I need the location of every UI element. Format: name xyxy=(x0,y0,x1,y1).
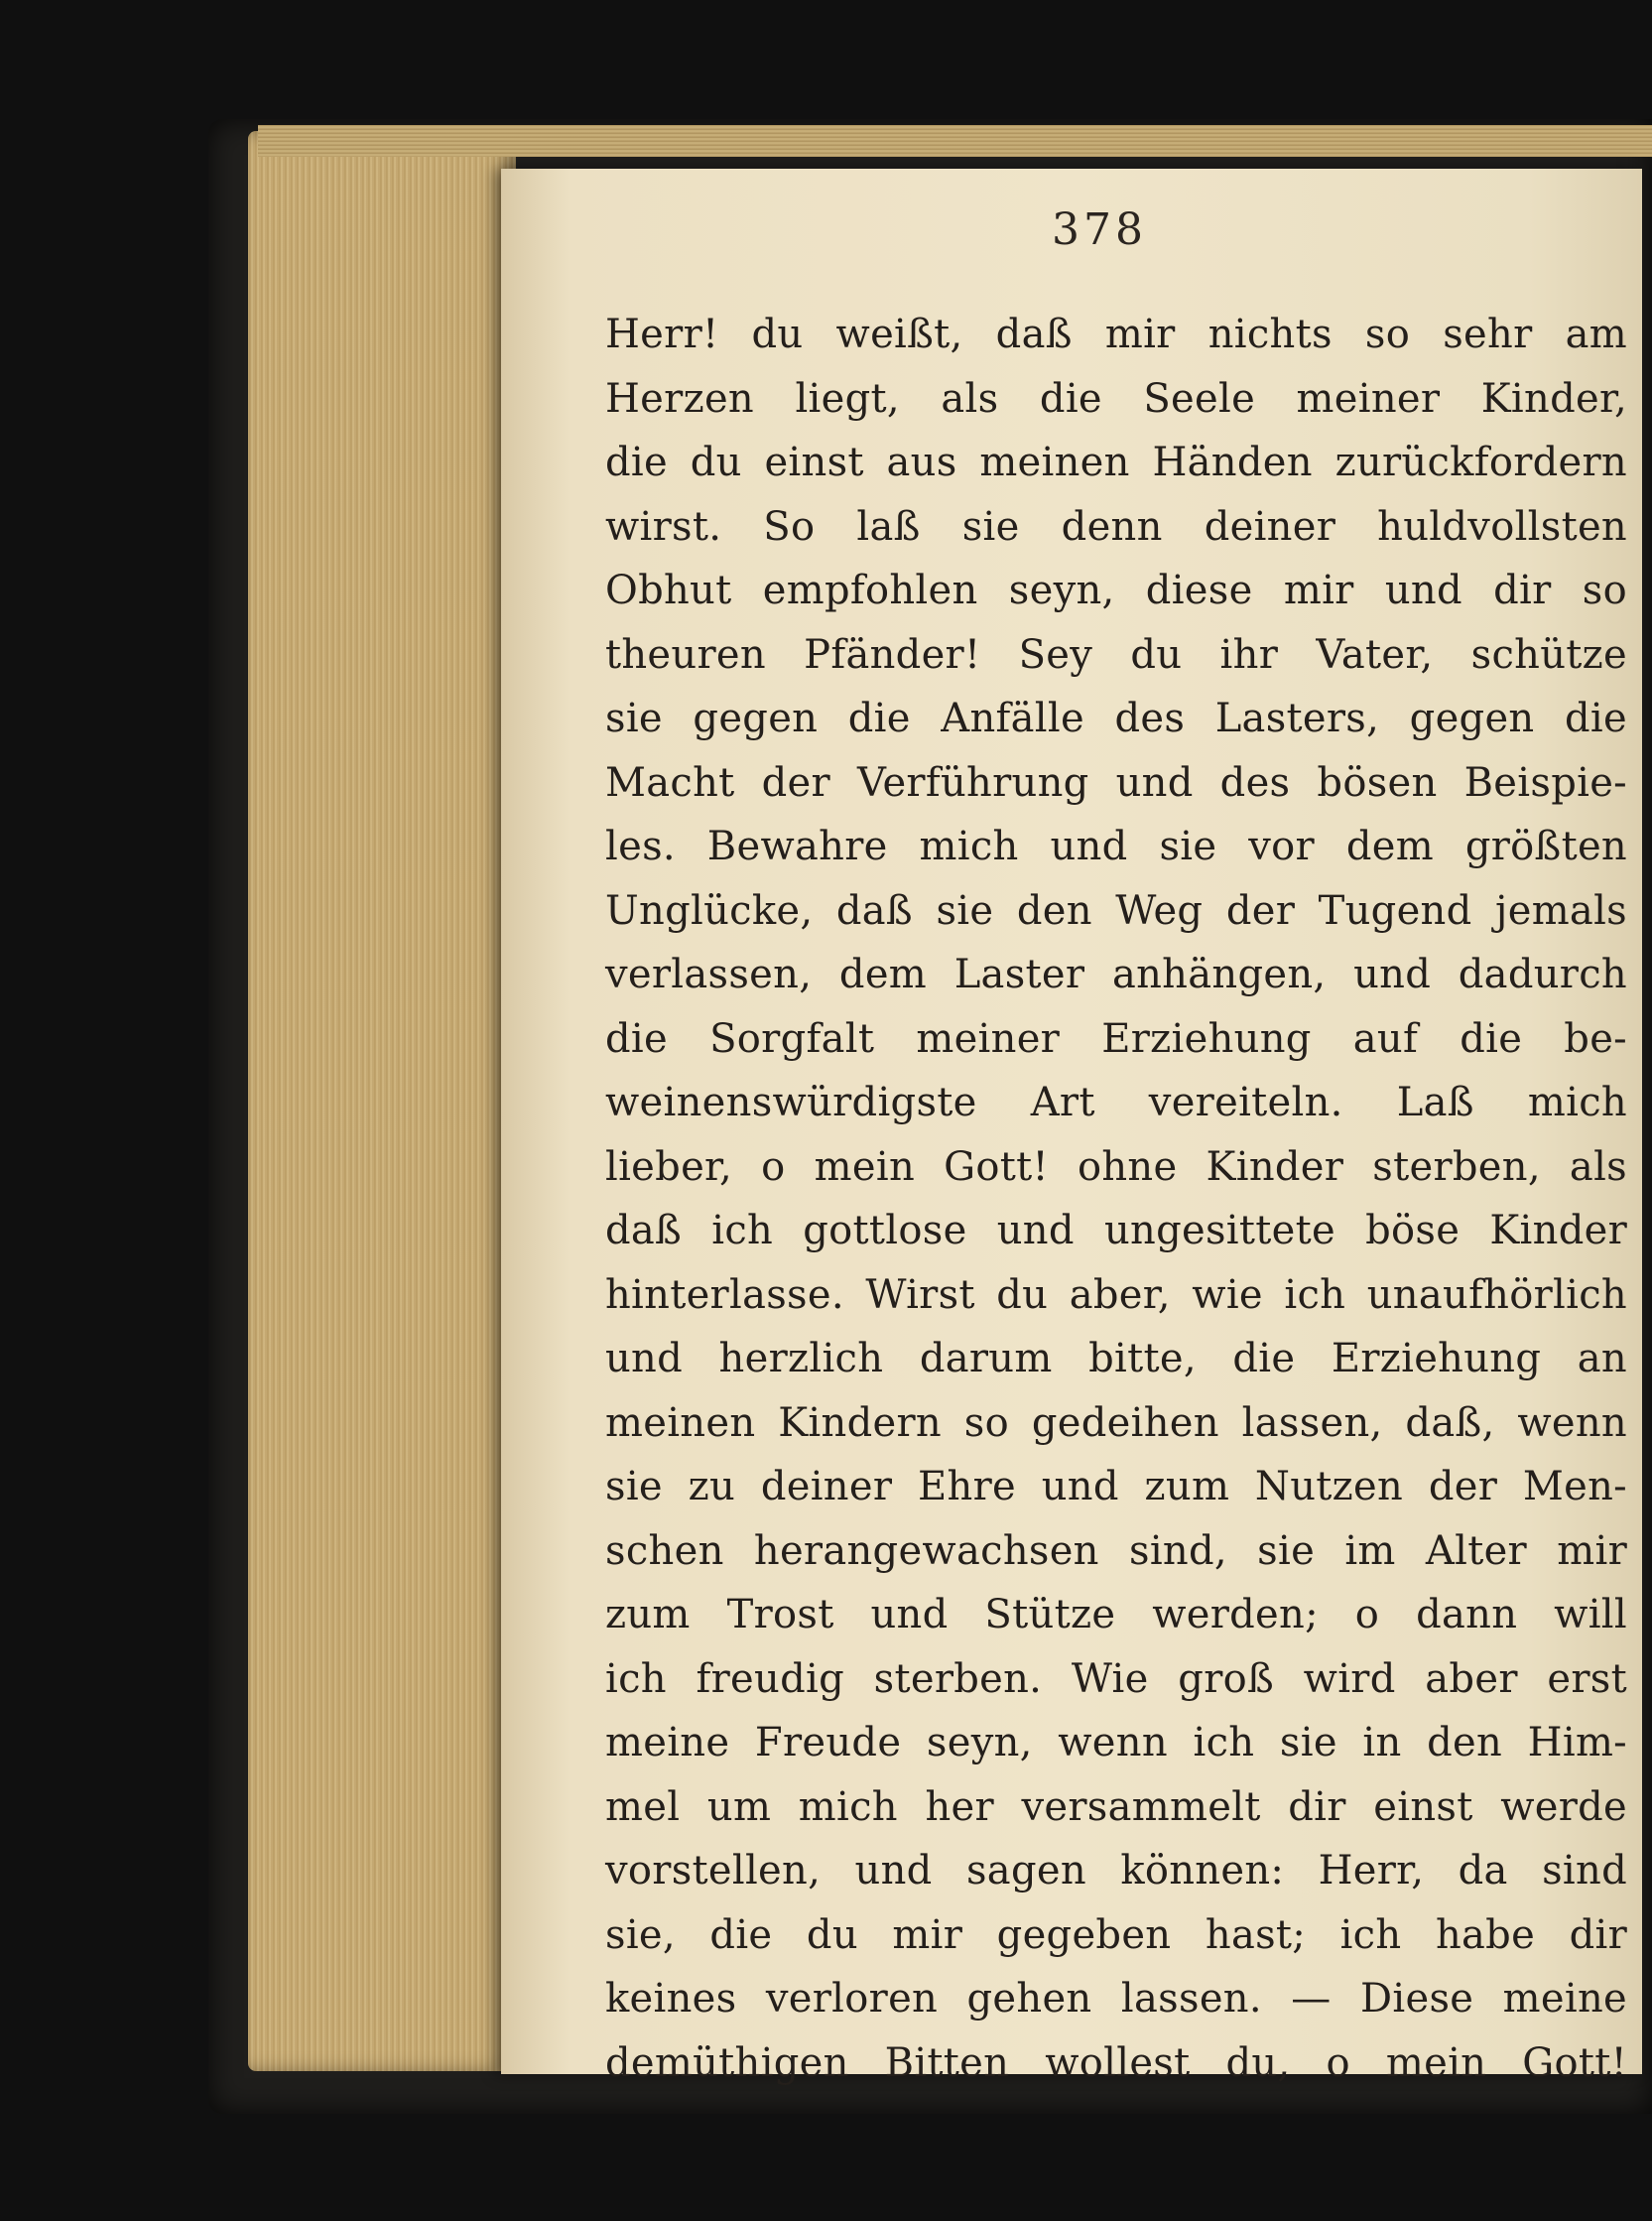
book-page xyxy=(501,169,1642,2086)
text-line: die du einst aus meinen Händen zurückfordern xyxy=(605,440,1627,485)
text-line: les. Bewahre mich und sie vor dem größten xyxy=(605,824,1627,869)
page-number: 378 xyxy=(1052,204,1147,255)
text-line: verlassen, dem Laster anhängen, und dadurch xyxy=(605,952,1627,997)
text-line: zum Trost und Stütze werden; o dann will xyxy=(605,1592,1627,1637)
text-line: mel um mich her versammelt dir einst werde xyxy=(605,1783,1627,1830)
text-line: Herr! du weißt, daß mir nichts so sehr am xyxy=(605,312,1627,357)
text-line: meinen Kindern so gedeihen lassen, daß, wenn xyxy=(605,1399,1627,1446)
text-line: demüthigen Bitten wollest du, o mein Gott! xyxy=(605,2039,1627,2086)
text-line: meine Freude seyn, wenn ich sie in den Him- xyxy=(605,1720,1627,1765)
text-line: hinterlasse. Wirst du aber, wie ich unaufhörlich xyxy=(605,1271,1627,1318)
text-line: sie zu deiner Ehre und zum Nutzen der Men- xyxy=(605,1464,1627,1509)
text-line: daß ich gottlose und ungesittete böse Kinder xyxy=(605,1208,1627,1253)
text-line: Unglücke, daß sie den Weg der Tugend jemals xyxy=(605,887,1627,934)
text-line: lieber, o mein Gott! ohne Kinder sterben, als xyxy=(605,1143,1627,1190)
text-line: vorstellen, und sagen können: Herr, da sind xyxy=(605,1848,1627,1894)
text-line: und herzlich darum bitte, die Erziehung an xyxy=(605,1336,1627,1381)
text-line: sie gegen die Anfälle des Lasters, gegen die xyxy=(605,696,1627,741)
page-edges xyxy=(248,131,516,2071)
text-line: Obhut empfohlen seyn, diese mir und dir so xyxy=(605,568,1627,613)
text-line: die Sorgfalt meiner Erziehung auf die be- xyxy=(605,1015,1627,1062)
text-line: keines verloren gehen lassen. — Diese meine xyxy=(605,1976,1627,2022)
text-line: Macht der Verführung und des bösen Beispie- xyxy=(605,759,1627,806)
page-edges-top xyxy=(258,125,1652,157)
text-line: ich freudig sterben. Wie groß wird aber erst xyxy=(605,1655,1627,1702)
text-line: weinenswürdigste Art vereiteln. Laß mich xyxy=(605,1080,1627,1125)
text-line: sie, die du mir gegeben hast; ich habe dir xyxy=(605,1911,1627,1958)
text-line: Herzen liegt, als die Seele meiner Kinder, xyxy=(605,375,1627,422)
text-line: schen herangewachsen sind, sie im Alter mir xyxy=(605,1527,1627,1574)
page-text xyxy=(605,303,1627,2095)
text-line: theuren Pfänder! Sey du ihr Vater, schütze xyxy=(605,631,1627,678)
text-line: wirst. So laß sie denn deiner huldvollsten xyxy=(605,503,1627,550)
